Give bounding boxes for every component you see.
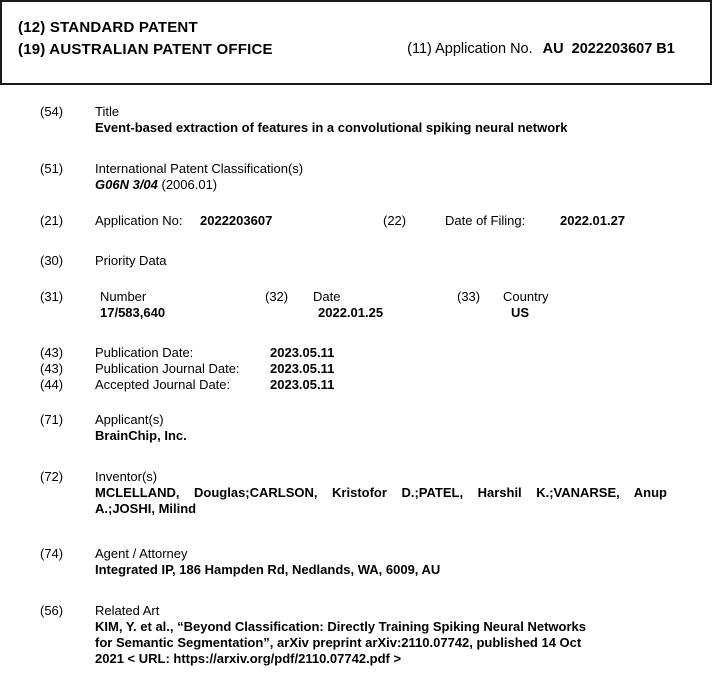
field-label: International Patent Classification(s) — [95, 161, 304, 176]
related-art-line3: 2021 < URL: https://arxiv.org/pdf/2110.07742.pdf > — [95, 651, 402, 666]
field-code: (43) — [40, 345, 64, 360]
ipc-class-version: (2006.01) — [157, 177, 218, 192]
header-left — [18, 17, 273, 61]
publication-journal-date-value: 2023.05.11 — [270, 361, 335, 376]
field-code: (21) — [40, 213, 64, 228]
publication-date-value: 2023.05.11 — [270, 345, 335, 360]
priority-date-value: 2022.01.25 — [318, 305, 384, 320]
inventor-names-line1: MCLELLAND, Douglas;CARLSON, Kristofor D.;PATEL, Harshil K.;VANARSE, Anup — [95, 485, 667, 500]
field-label: Date of Filing: — [445, 213, 526, 228]
field-label: Title — [95, 104, 120, 119]
field-label: Application No: — [95, 213, 183, 228]
field-code: (44) — [40, 377, 64, 392]
priority-number-label: Number — [100, 289, 147, 304]
ipc-class-code: G06N 3/04 — [95, 177, 158, 192]
applicant-name: BrainChip, Inc. — [95, 428, 187, 443]
field-code: (43) — [40, 361, 64, 376]
priority-country-label: Country — [503, 289, 549, 304]
priority-date-label: Date — [313, 289, 341, 304]
doc-type: (12) STANDARD PATENT — [18, 19, 198, 36]
field-label: Applicant(s) — [95, 412, 164, 427]
agent-name-address: Integrated IP, 186 Hampden Rd, Nedlands, WA, 6009, AU — [95, 562, 441, 577]
field-code: (72) — [40, 469, 64, 484]
field-label: Publication Journal Date: — [95, 361, 240, 376]
application-number-label: (11) Application No. — [407, 41, 533, 57]
priority-number-value: 17/583,640 — [100, 305, 166, 320]
header-box — [0, 0, 712, 85]
field-code: (32) — [265, 289, 289, 304]
field-code: (51) — [40, 161, 64, 176]
field-label: Priority Data — [95, 253, 167, 268]
application-number-value: AU 2022203607 B1 — [542, 41, 675, 57]
field-code: (54) — [40, 104, 64, 119]
field-code: (71) — [40, 412, 64, 427]
invention-title: Event-based extraction of features in a convolutional spiking neural network — [95, 120, 568, 135]
application-number: 2022203607 — [200, 213, 273, 228]
field-code: (74) — [40, 546, 64, 561]
field-code: (56) — [40, 603, 64, 618]
field-code: (30) — [40, 253, 64, 268]
field-label: Publication Date: — [95, 345, 194, 360]
patent-office: (19) AUSTRALIAN PATENT OFFICE — [18, 41, 273, 58]
field-label: Agent / Attorney — [95, 546, 188, 561]
related-art-citation — [95, 619, 635, 667]
field-label: Related Art — [95, 603, 160, 618]
field-code: (31) — [40, 289, 64, 304]
field-code: (33) — [457, 289, 481, 304]
related-art-line2: for Semantic Segmentation”, arXiv preprint arXiv:2110.07742, published 14 Oct — [95, 635, 582, 650]
application-number-header — [383, 19, 675, 79]
field-label: Accepted Journal Date: — [95, 377, 231, 392]
field-label: Inventor(s) — [95, 469, 158, 484]
field-code: (22) — [383, 213, 407, 228]
related-art-line1: KIM, Y. et al., “Beyond Classification: Directly Training Spiking Neural Networks — [95, 619, 586, 634]
inventor-names — [95, 485, 667, 517]
ipc-classification — [95, 177, 217, 193]
filing-date: 2022.01.27 — [560, 213, 626, 228]
accepted-journal-date-value: 2023.05.11 — [270, 377, 335, 392]
inventor-names-line2: A.;JOSHI, Milind — [95, 501, 197, 516]
priority-country-value: US — [511, 305, 530, 320]
